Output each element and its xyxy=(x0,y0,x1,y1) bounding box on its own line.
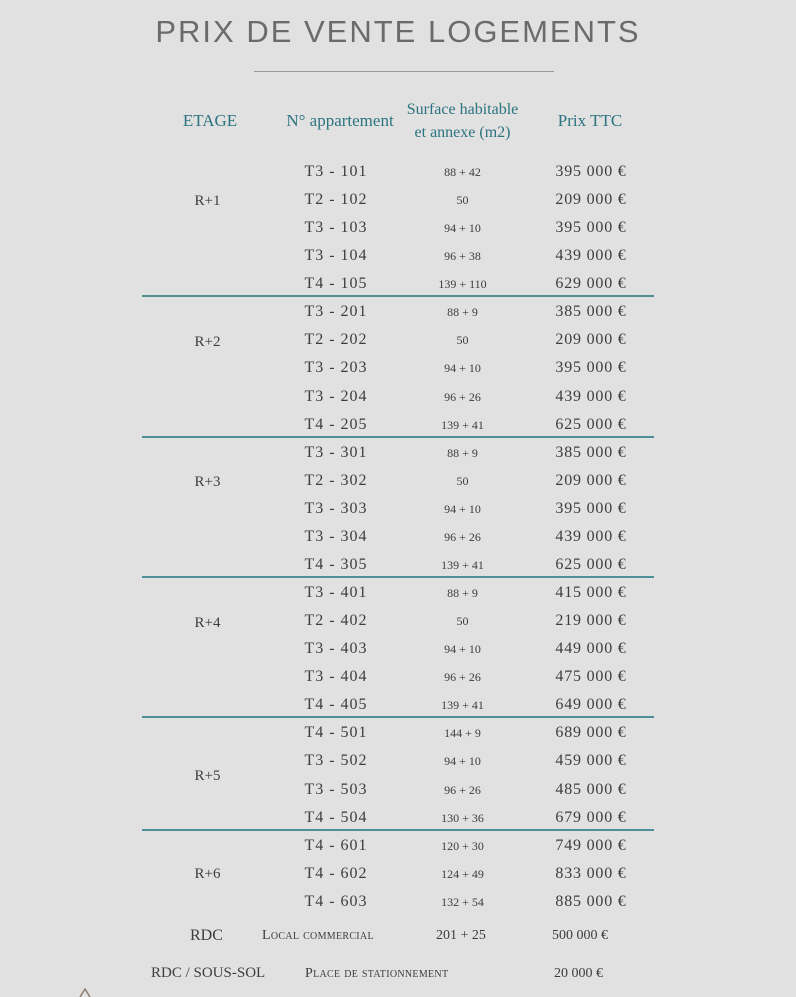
prix-cell: 679 000 € xyxy=(555,808,627,826)
appartement-cell: T4 - 602 xyxy=(304,864,368,882)
surface-cell: 50 xyxy=(456,333,469,348)
surface-cell: 94 + 10 xyxy=(444,221,481,236)
surface-cell: 50 xyxy=(456,193,469,208)
header-surface-line2: et annexe (m2) xyxy=(414,124,511,141)
prix-cell: 629 000 € xyxy=(555,275,627,293)
prix-cell: 219 000 € xyxy=(555,612,627,630)
prix-cell: 885 000 € xyxy=(555,892,627,910)
extra-surface: 201 + 25 xyxy=(436,928,486,943)
appartement-cell: T3 - 104 xyxy=(304,247,368,265)
surface-cell: 94 + 10 xyxy=(444,361,481,376)
etage-label: R+4 xyxy=(194,614,221,631)
appartement-cell: T4 - 105 xyxy=(304,275,368,293)
header-surface-line1: Surface habitable xyxy=(406,101,519,118)
etage-label: R+6 xyxy=(194,865,221,882)
surface-cell: 94 + 10 xyxy=(444,754,481,769)
surface-cell: 139 + 110 xyxy=(438,277,487,292)
appartement-cell: T3 - 203 xyxy=(304,359,368,377)
etage-label: R+5 xyxy=(194,767,221,784)
appartement-cell: T4 - 601 xyxy=(304,836,368,854)
surface-cell: 124 + 49 xyxy=(441,866,484,881)
prix-cell: 833 000 € xyxy=(555,864,627,882)
extra-designation: Place de stationnement xyxy=(305,966,449,981)
etage-label: R+2 xyxy=(194,333,221,350)
appartement-cell: T2 - 302 xyxy=(304,471,368,489)
appartement-cell: T3 - 401 xyxy=(304,584,368,602)
partial-logo-icon xyxy=(78,988,92,997)
extra-designation: Local commercial xyxy=(262,928,374,943)
appartement-cell: T4 - 504 xyxy=(304,808,368,826)
surface-cell: 96 + 26 xyxy=(444,389,481,404)
appartement-cell: T3 - 303 xyxy=(304,499,368,517)
appartement-cell: T3 - 502 xyxy=(304,752,368,770)
group-separator xyxy=(142,716,654,718)
surface-cell: 96 + 26 xyxy=(444,782,481,797)
surface-cell: 96 + 38 xyxy=(444,249,481,264)
header-surface xyxy=(405,98,520,144)
appartement-cell: T3 - 503 xyxy=(304,780,368,798)
appartement-cell: T4 - 501 xyxy=(304,724,368,742)
prix-cell: 439 000 € xyxy=(555,527,627,545)
prix-cell: 395 000 € xyxy=(555,359,627,377)
surface-cell: 130 + 36 xyxy=(441,810,484,825)
surface-cell: 50 xyxy=(456,473,469,488)
prix-cell: 385 000 € xyxy=(555,303,627,321)
surface-cell: 96 + 26 xyxy=(444,670,481,685)
prix-cell: 649 000 € xyxy=(555,696,627,714)
surface-cell: 139 + 41 xyxy=(441,698,484,713)
appartement-cell: T3 - 201 xyxy=(304,303,368,321)
prix-cell: 209 000 € xyxy=(555,331,627,349)
prix-cell: 449 000 € xyxy=(555,640,627,658)
surface-cell: 120 + 30 xyxy=(441,838,484,853)
group-separator xyxy=(142,436,654,438)
surface-cell: 50 xyxy=(456,614,469,629)
appartement-cell: T4 - 405 xyxy=(304,696,368,714)
prix-cell: 475 000 € xyxy=(555,668,627,686)
surface-cell: 144 + 9 xyxy=(444,726,481,741)
header-appartement: N° appartement xyxy=(286,111,394,130)
page-title: PRIX DE VENTE LOGEMENTS xyxy=(155,14,641,49)
prix-cell: 625 000 € xyxy=(555,415,627,433)
prix-cell: 395 000 € xyxy=(555,499,627,517)
extra-prix: 500 000 € xyxy=(552,928,608,943)
surface-cell: 88 + 9 xyxy=(447,445,478,460)
appartement-cell: T3 - 403 xyxy=(304,640,368,658)
extra-prix: 20 000 € xyxy=(554,966,603,981)
surface-cell: 96 + 26 xyxy=(444,529,481,544)
group-separator xyxy=(142,829,654,831)
prix-cell: 209 000 € xyxy=(555,191,627,209)
appartement-cell: T4 - 603 xyxy=(304,892,368,910)
header-prix: Prix TTC xyxy=(557,111,623,130)
prix-cell: 439 000 € xyxy=(555,387,627,405)
prix-cell: 459 000 € xyxy=(555,752,627,770)
appartement-cell: T4 - 205 xyxy=(304,415,368,433)
extra-etage: RDC xyxy=(190,927,223,944)
title-divider xyxy=(254,71,554,72)
prix-cell: 439 000 € xyxy=(555,247,627,265)
prix-cell: 395 000 € xyxy=(555,163,627,180)
prix-cell: 395 000 € xyxy=(555,219,627,237)
surface-cell: 88 + 42 xyxy=(444,165,481,179)
prix-cell: 385 000 € xyxy=(555,443,627,461)
appartement-cell: T2 - 402 xyxy=(304,612,368,630)
surface-cell: 88 + 9 xyxy=(447,305,478,320)
appartement-cell: T3 - 101 xyxy=(304,163,368,180)
appartement-cell: T3 - 204 xyxy=(304,387,368,405)
prix-cell: 485 000 € xyxy=(555,780,627,798)
surface-cell: 139 + 41 xyxy=(441,417,484,432)
group-separator xyxy=(142,576,654,578)
surface-cell: 94 + 10 xyxy=(444,642,481,657)
appartement-cell: T4 - 305 xyxy=(304,555,368,573)
surface-cell: 94 + 10 xyxy=(444,501,481,516)
etage-label: R+3 xyxy=(194,474,221,491)
appartement-cell: T3 - 301 xyxy=(304,443,368,461)
prix-cell: 689 000 € xyxy=(555,724,627,742)
prix-cell: 415 000 € xyxy=(555,584,627,602)
surface-cell: 139 + 41 xyxy=(441,557,484,572)
prix-cell: 625 000 € xyxy=(555,555,627,573)
etage-label: R+1 xyxy=(194,193,221,210)
appartement-cell: T3 - 304 xyxy=(304,527,368,545)
prix-cell: 209 000 € xyxy=(555,471,627,489)
surface-cell: 132 + 54 xyxy=(441,894,484,909)
header-etage: ETAGE xyxy=(182,111,238,130)
group-separator xyxy=(142,295,654,297)
appartement-cell: T3 - 103 xyxy=(304,219,368,237)
extra-etage: RDC / SOUS-SOL xyxy=(151,965,266,981)
surface-cell: 88 + 9 xyxy=(447,586,478,601)
appartement-cell: T2 - 102 xyxy=(304,191,368,209)
appartement-cell: T3 - 404 xyxy=(304,668,368,686)
prix-cell: 749 000 € xyxy=(555,836,627,854)
appartement-cell: T2 - 202 xyxy=(304,331,368,349)
